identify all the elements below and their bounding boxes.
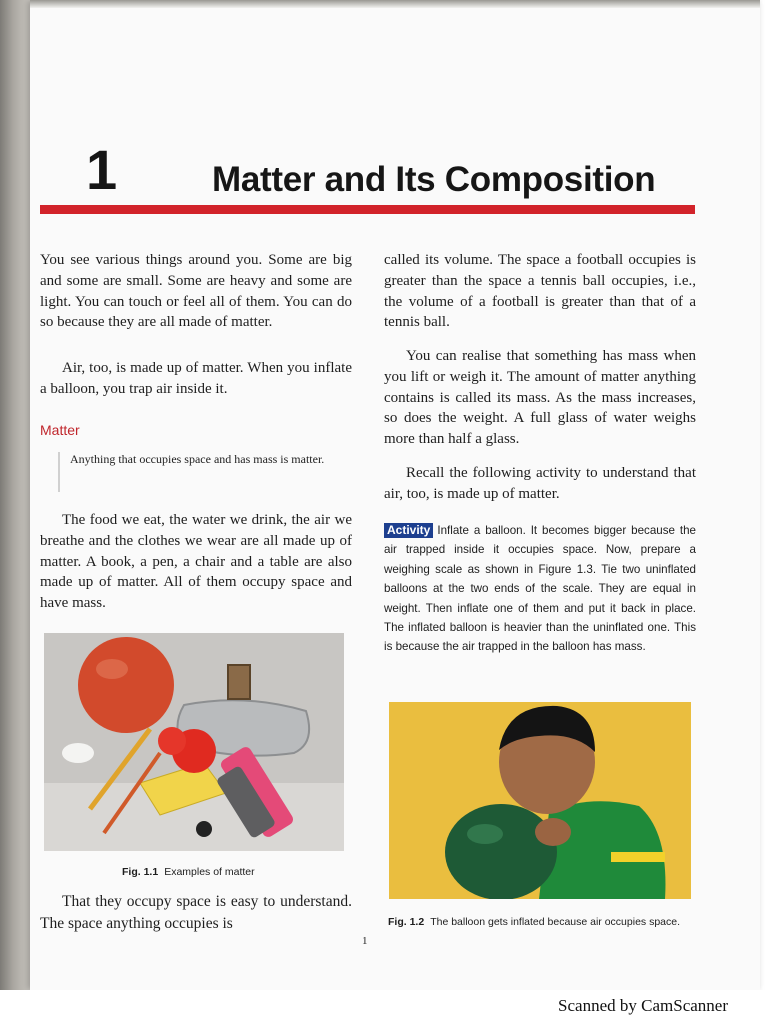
page-number: 1 [362,935,368,947]
figure-examples-of-matter [44,633,344,851]
intro-paragraph: You see various things around you. Some are big and some are small. Some are heavy and some are light. You can touch or feel all of them. You can do so because they are all made of matter. [40,252,352,331]
figure-1-2-number: Fig. 1.2 [388,916,425,928]
activity-box [384,521,696,657]
chapter-title: Matter and Its Composition [212,160,656,199]
activity-label: Activity [384,523,433,538]
volume-paragraph: called its volume. The space a football occupies is greater than the space a tennis ball occupies, i.e., the volume of a football is greater than that of a tennis ball. [384,252,696,331]
examples-of-matter-photo [44,633,344,851]
figure-1-1-number: Fig. 1.1 [122,866,159,878]
boy-inflating-balloon-photo [389,702,691,899]
matter-heading: Matter [40,422,80,438]
space-paragraph: That they occupy space is easy to understand. The space anything occupies is [40,893,352,932]
figure-1-1-text: Examples of matter [164,866,255,878]
recall-paragraph: Recall the following activity to understand that air, too, is made up of matter. [384,465,696,502]
figure-1-1-caption [122,866,255,878]
matter-definition-box [58,452,362,492]
figure-1-2-caption [388,916,680,928]
page-top-edge [30,0,760,8]
figure-1-2-text: The balloon gets inflated because air occupies space. [430,916,681,928]
chapter-title-rule [40,205,695,214]
matter-definition: Anything that occupies space and has mass is matter. [70,452,325,466]
scanner-watermark: Scanned by CamScanner [558,996,728,1015]
chapter-number: 1 [86,138,118,201]
mass-paragraph: You can realise that something has mass when you lift or weigh it. The amount of matter anything contains is called its mass. As the mass increases, so does the weight. A full glass of water weighs more than half a glass. [384,348,696,448]
matter-examples-paragraph: The food we eat, the water we drink, the air we breathe and the clothes we wear are all made up of matter. A book, a pen, a chair and a table are also made up of matter. All of them occupy space and have mass. [40,512,352,612]
air-paragraph: Air, too, is made up of matter. When you inflate a balloon, you trap air inside it. [40,360,352,397]
activity-text: Inflate a balloon. It becomes bigger because the air trapped inside it occupies space. Now, prepare a weighing scale as shown in Figure 1.3. Tie two uninflated balloons at the two ends of the scale. They are equal in weight. Then inflate one of them and put it back in place. The inflated balloon is heavier than the uninflated one. This is because the air trapped in the balloon has mass. [384,524,696,654]
figure-balloon-inflation [389,702,691,899]
